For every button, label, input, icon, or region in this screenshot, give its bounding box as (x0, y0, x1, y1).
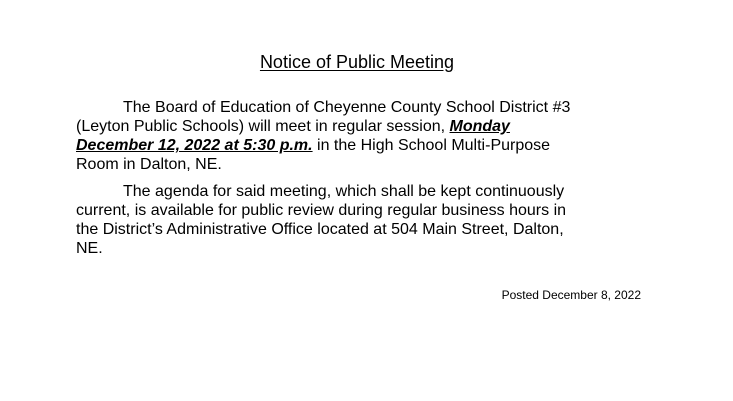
paragraph-line: current, is available for public review during regular business hours in (76, 202, 567, 219)
paragraph-line: Room in Dalton, NE. (76, 156, 222, 173)
paragraph-line: The Board of Education of Cheyenne County School District #3 (123, 99, 571, 116)
paragraph-text: (Leyton Public Schools) will meet in regular session, (76, 118, 450, 135)
meeting-date-emphasis: Monday (449, 118, 510, 135)
notice-title: Notice of Public Meeting (259, 52, 455, 72)
paragraph-line (76, 117, 648, 136)
meeting-paragraph (76, 98, 648, 174)
meeting-date-emphasis: December 12, 2022 at 5:30 p.m. (76, 137, 313, 154)
paragraph-line: NE. (76, 240, 103, 257)
agenda-paragraph (76, 182, 648, 258)
paragraph-text: in the High School Multi-Purpose (312, 137, 551, 154)
paragraph-line (76, 136, 648, 155)
paragraph-line: the District’s Administrative Office located at 504 Main Street, Dalton, (76, 221, 564, 238)
paragraph-line: The agenda for said meeting, which shall be kept continuously (123, 183, 565, 200)
posted-date: Posted December 8, 2022 (501, 288, 641, 302)
